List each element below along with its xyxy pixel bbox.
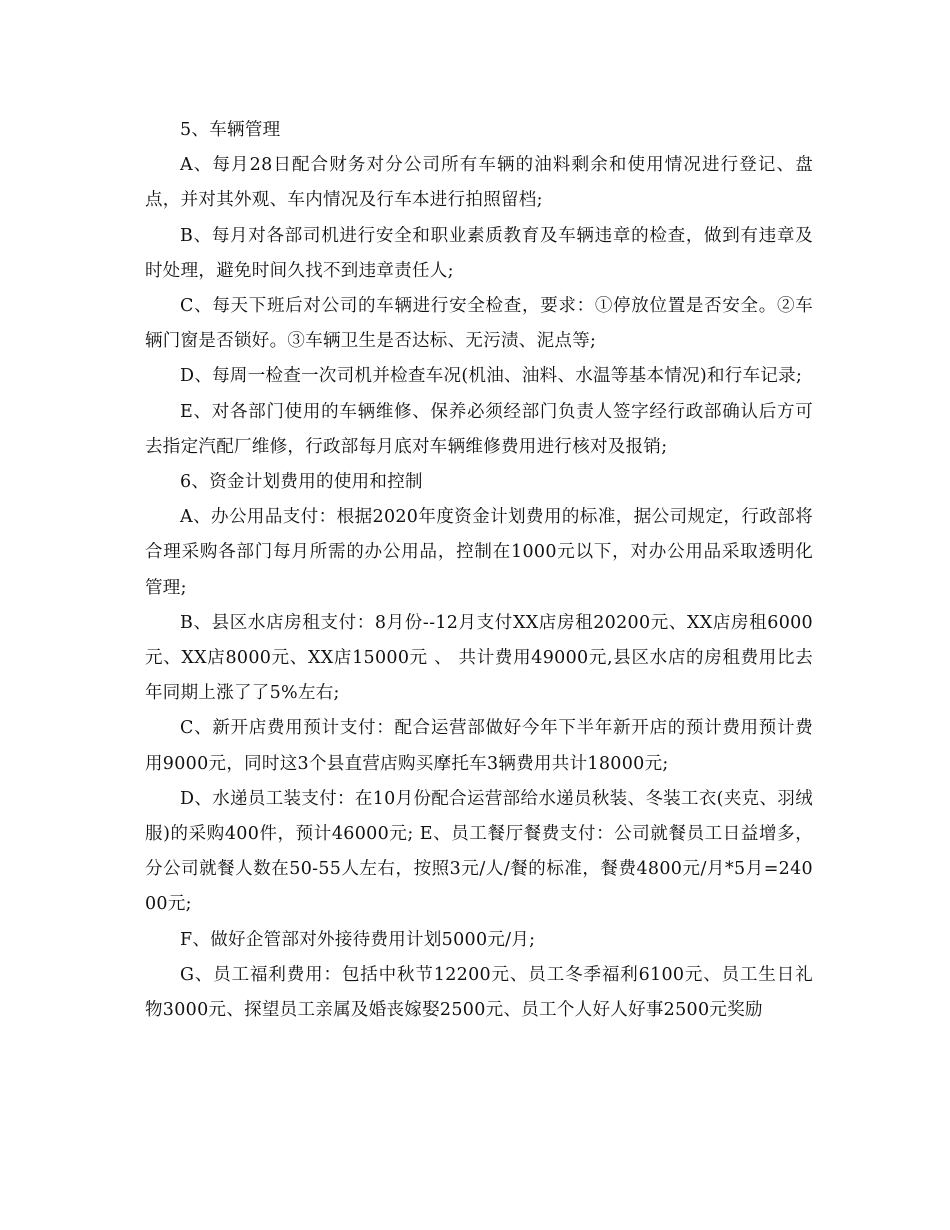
section-heading-vehicle-management: 5、车辆管理 (180, 120, 281, 140)
paragraph-fund-d: D、水递员工装支付：在10月份配合运营部给水递员秋装、冬装工衣(夹克、羽绒服)的采购400件，预计46000元; E、员工餐厅餐费支付：公司就餐员工日益增多，分公司就餐人数在50-55人左右，按照3元/人/餐的标准，餐费4800元/月*5月=24000元; (145, 788, 813, 915)
paragraph-vehicle-e: E、对各部门使用的车辆维修、保养必须经部门负责人签字经行政部确认后方可去指定汽配厂维修，行政部每月底对车辆维修费用进行核对及报销; (145, 401, 813, 457)
section-heading-fund-plan: 6、资金计划费用的使用和控制 (180, 472, 423, 493)
paragraph-fund-f: F、做好企管部对外接待费用计划5000元/月; (180, 929, 536, 950)
document-body (145, 113, 813, 1028)
paragraph-fund-b: B、县区水店房租支付：8月份--12月支付XX店房租20200元、XX店房租6000元、XX店8000元、XX店15000元 、 共计费用49000元,县区水店的房租费用比去年同期上涨了了5%左右; (145, 612, 813, 704)
paragraph-vehicle-c: C、每天下班后对公司的车辆进行安全检查，要求：①停放位置是否安全。②车辆门窗是否锁好。③车辆卫生是否达标、无污渍、泥点等; (145, 296, 813, 352)
paragraph-fund-c: C、新开店费用预计支付：配合运营部做好今年下半年新开店的预计费用预计费用9000元，同时这3个县直营店购买摩托车3辆费用共计18000元; (145, 718, 813, 774)
paragraph-fund-g: G、员工福利费用：包括中秋节12200元、员工冬季福利6100元、员工生日礼物3000元、探望员工亲属及婚丧嫁娶2500元、员工个人好人好事2500元奖励 (145, 964, 813, 1021)
paragraph-vehicle-a: A、每月28日配合财务对分公司所有车辆的油料剩余和使用情况进行登记、盘点，并对其外观、车内情况及行车本进行拍照留档; (145, 155, 813, 211)
paragraph-fund-a: A、办公用品支付：根据2020年度资金计划费用的标准，据公司规定，行政部将合理采购各部门每月所需的办公用品，控制在1000元以下，对办公用品采取透明化管理; (145, 507, 813, 598)
paragraph-vehicle-b: B、每月对各部司机进行安全和职业素质教育及车辆违章的检查，做到有违章及时处理，避免时间久找不到违章责任人; (145, 225, 813, 281)
paragraph-vehicle-d: D、每周一检查一次司机并检查车况(机油、油料、水温等基本情况)和行车记录; (180, 366, 803, 387)
